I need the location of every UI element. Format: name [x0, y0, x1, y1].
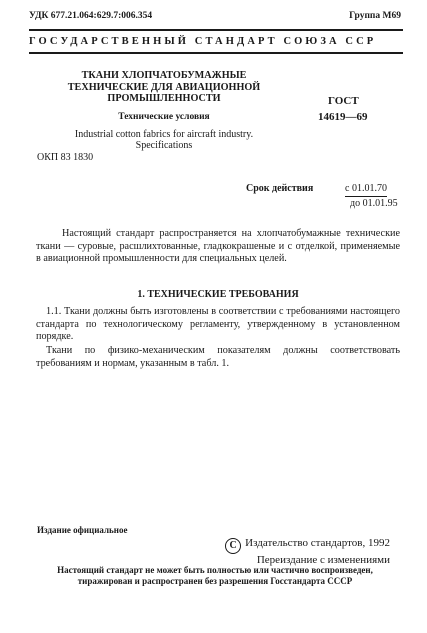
- title-block: [58, 70, 270, 152]
- header-rule: [29, 52, 403, 54]
- standard-header: ГОСУДАРСТВЕННЫЙ СТАНДАРТ СОЮЗА ССР: [29, 36, 377, 47]
- publisher-line: Издательство стандартов, 1992: [245, 537, 390, 549]
- document-subtitle: Технические условия: [118, 111, 210, 122]
- clause-1-1-continued: Ткани по физико-механическим показателям должны соответствовать требованиям и нормам, указанным в табл. 1.: [36, 345, 400, 369]
- gost-number: 14619—69: [318, 111, 368, 123]
- group-code: Группа М69: [349, 11, 401, 21]
- reissue-line: Переиздание с изменениями: [256, 554, 390, 566]
- publisher-block: [200, 537, 390, 567]
- english-title: Industrial cotton fabrics for aircraft industry. Specifications: [74, 128, 254, 151]
- okp-code: ОКП 83 1830: [37, 152, 94, 163]
- intro-paragraph: Настоящий стандарт распространяется на хлопчатобумажные технические ткани — суровые, расшлихтованные, гладкокрашеные и с отделкой, применяемые в авиационной промышленности для специальных целей.: [36, 228, 400, 265]
- validity-from: с 01.01.70: [345, 183, 387, 197]
- copyright-notice: Настоящий стандарт не может быть полностью или частично воспроизведен, тиражирован и распространен без разрешения Госстандарта СССР: [57, 565, 373, 586]
- official-edition-label: Издание официальное: [37, 525, 128, 535]
- section-heading: 1. ТЕХНИЧЕСКИЕ ТРЕБОВАНИЯ: [137, 289, 299, 300]
- validity-label: Срок действия: [246, 183, 314, 194]
- copyright-icon: C: [225, 538, 241, 554]
- udk-code: УДК 677.21.064:629.7:006.354: [29, 11, 153, 21]
- top-rule: [29, 29, 403, 31]
- validity-to: до 01.01.95: [350, 198, 398, 209]
- document-title: ТКАНИ ХЛОПЧАТОБУМАЖНЫЕ ТЕХНИЧЕСКИЕ ДЛЯ АВИАЦИОННОЙ ПРОМЫШЛЕННОСТИ: [67, 70, 261, 104]
- gost-label: ГОСТ: [328, 95, 359, 107]
- clause-1-1: 1.1. Ткани должны быть изготовлены в соответствии с требованиями настоящего стандарта по технологическому регламенту, утвержденному в установленном порядке.: [36, 306, 400, 343]
